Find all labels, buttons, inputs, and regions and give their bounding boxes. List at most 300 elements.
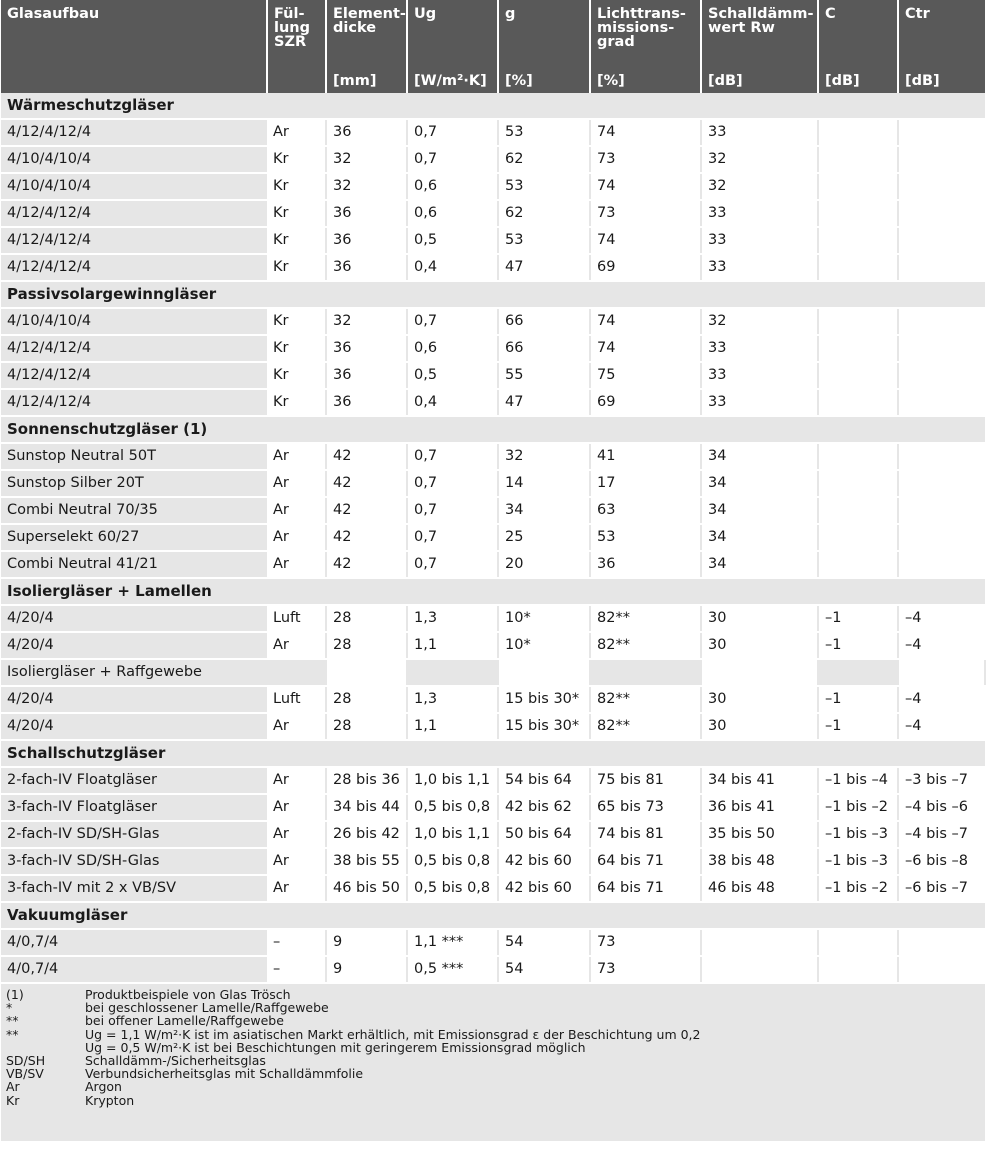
table-cell: 4/20/4 <box>1 605 267 632</box>
table-row <box>1 443 985 470</box>
table-cell: 4/10/4/10/4 <box>1 146 267 173</box>
table-cell <box>898 119 985 146</box>
table-cell: 32 <box>701 308 818 335</box>
table-cell: 3-fach-IV SD/SH-Glas <box>1 848 267 875</box>
section-heading-row <box>1 902 985 929</box>
table-cell: 28 <box>326 713 407 740</box>
table-cell: 74 <box>590 173 701 200</box>
table-cell: 1,0 bis 1,1 <box>407 821 498 848</box>
table-cell: 28 <box>326 632 407 659</box>
column-header <box>818 0 898 93</box>
section-heading: Wärmeschutzgläser <box>1 93 985 119</box>
table-cell: 42 <box>326 497 407 524</box>
table-cell: 74 <box>590 227 701 254</box>
table-cell: 30 <box>701 686 818 713</box>
table-cell: 33 <box>701 200 818 227</box>
table-cell: Ar <box>267 119 326 146</box>
table-cell: 0,7 <box>407 443 498 470</box>
table-cell: Combi Neutral 41/21 <box>1 551 267 578</box>
table-cell: 53 <box>498 119 590 146</box>
table-row <box>1 497 985 524</box>
table-cell: Kr <box>267 362 326 389</box>
column-header-unit: [dB] <box>825 73 860 89</box>
table-cell: 34 <box>701 551 818 578</box>
table-cell: 0,4 <box>407 389 498 416</box>
table-cell: –1 bis –2 <box>818 875 898 902</box>
footnote-text: Krypton <box>85 1092 135 1108</box>
table-cell: 1,0 bis 1,1 <box>407 767 498 794</box>
table-cell: –4 <box>898 686 985 713</box>
table-cell: 0,7 <box>407 308 498 335</box>
column-header-unit: [W/m²·K] <box>414 73 487 89</box>
table-cell: Kr <box>267 335 326 362</box>
table-cell: Kr <box>267 146 326 173</box>
footnote <box>1 1028 985 1041</box>
table-cell <box>818 659 898 686</box>
table-cell <box>818 443 898 470</box>
column-header-label: C <box>825 6 836 22</box>
footnote-text: Schalldämm-/Sicherheitsglas <box>85 1053 266 1069</box>
table-cell: 82** <box>590 632 701 659</box>
table-cell: 73 <box>590 929 701 956</box>
table-cell: Ar <box>267 848 326 875</box>
table-cell: –3 bis –7 <box>898 767 985 794</box>
table-row <box>1 308 985 335</box>
table-cell <box>898 200 985 227</box>
table-cell: Ar <box>267 524 326 551</box>
table-cell: 0,5 bis 0,8 <box>407 848 498 875</box>
table-row <box>1 686 985 713</box>
table-cell <box>498 659 590 686</box>
table-cell: Ar <box>267 551 326 578</box>
table-cell: 2-fach-IV Floatgläser <box>1 767 267 794</box>
table-cell: 9 <box>326 929 407 956</box>
table-cell: Ar <box>267 713 326 740</box>
table-row <box>1 767 985 794</box>
table-cell <box>818 308 898 335</box>
table-cell: 54 <box>498 956 590 983</box>
table-cell <box>898 335 985 362</box>
table-cell: 73 <box>590 146 701 173</box>
table-cell: 32 <box>498 443 590 470</box>
table-cell <box>701 929 818 956</box>
table-cell: 34 <box>498 497 590 524</box>
column-header <box>898 0 985 93</box>
table-cell: 42 <box>326 470 407 497</box>
table-cell: 75 bis 81 <box>590 767 701 794</box>
footnote-text: bei offener Lamelle/Raffgewebe <box>85 1013 284 1029</box>
footnote-key: VB/SV <box>6 1066 44 1082</box>
table-cell: 28 bis 36 <box>326 767 407 794</box>
table-cell: 36 <box>326 389 407 416</box>
table-cell: –4 bis –6 <box>898 794 985 821</box>
table-cell: 34 <box>701 443 818 470</box>
table-cell <box>590 659 701 686</box>
table-cell <box>898 443 985 470</box>
table-cell: 36 <box>326 335 407 362</box>
table-cell: Combi Neutral 70/35 <box>1 497 267 524</box>
column-header-unit: [dB] <box>905 73 940 89</box>
footnote <box>1 1067 985 1080</box>
table-cell: 46 bis 48 <box>701 875 818 902</box>
table-cell: 69 <box>590 254 701 281</box>
section-heading-row <box>1 93 985 119</box>
table-cell: 34 bis 44 <box>326 794 407 821</box>
subsection-label: Isoliergläser + Raffgewebe <box>1 659 267 686</box>
table-cell: 33 <box>701 227 818 254</box>
table-cell: 42 bis 60 <box>498 848 590 875</box>
footnote-text: Argon <box>85 1079 122 1095</box>
table-cell: 26 bis 42 <box>326 821 407 848</box>
table-cell: 74 <box>590 335 701 362</box>
column-header-label: Fül- lung SZR <box>274 6 310 50</box>
table-row <box>1 551 985 578</box>
section-heading-row <box>1 578 985 605</box>
table-cell: 53 <box>498 173 590 200</box>
table-cell: 17 <box>590 470 701 497</box>
footnote-key: Ar <box>6 1079 20 1095</box>
footnote-key: ** <box>6 1026 19 1042</box>
table-cell: 42 <box>326 524 407 551</box>
section-heading-row <box>1 740 985 767</box>
table-cell: 34 <box>701 470 818 497</box>
table-cell <box>818 173 898 200</box>
table-cell: 36 bis 41 <box>701 794 818 821</box>
table-cell: 62 <box>498 146 590 173</box>
table-cell <box>898 497 985 524</box>
table-cell: – <box>267 929 326 956</box>
table-cell <box>898 956 985 983</box>
table-cell: 62 <box>498 200 590 227</box>
table-cell: 82** <box>590 605 701 632</box>
section-heading: Vakuumgläser <box>1 902 985 929</box>
table-cell: 28 <box>326 686 407 713</box>
table-cell: 36 <box>326 362 407 389</box>
table-cell: 33 <box>701 335 818 362</box>
table-cell: 0,7 <box>407 146 498 173</box>
table-cell: 0,6 <box>407 173 498 200</box>
table-cell: 69 <box>590 389 701 416</box>
table-cell: Kr <box>267 200 326 227</box>
table-cell: 1,3 <box>407 605 498 632</box>
table-cell: 10* <box>498 632 590 659</box>
table-cell: Ar <box>267 470 326 497</box>
table-cell: Ar <box>267 632 326 659</box>
table-cell: 20 <box>498 551 590 578</box>
table-cell <box>326 659 407 686</box>
table-cell <box>818 146 898 173</box>
footnote-key: * <box>6 1000 13 1016</box>
table-cell: 36 <box>326 227 407 254</box>
table-cell: 47 <box>498 254 590 281</box>
table-cell: 54 bis 64 <box>498 767 590 794</box>
footnote-text: Ug = 0,5 W/m²·K ist bei Beschichtungen mit geringerem Emissionsgrad möglich <box>85 1039 586 1055</box>
table-row <box>1 821 985 848</box>
table-cell: 53 <box>498 227 590 254</box>
table-cell <box>818 119 898 146</box>
table-cell: 30 <box>701 632 818 659</box>
table-cell: 3-fach-IV mit 2 x VB/SV <box>1 875 267 902</box>
table-cell <box>898 227 985 254</box>
table-cell: 36 <box>590 551 701 578</box>
table-cell: Luft <box>267 605 326 632</box>
table-cell: 0,6 <box>407 335 498 362</box>
table-cell: –1 bis –3 <box>818 848 898 875</box>
table-row <box>1 335 985 362</box>
table-cell <box>898 362 985 389</box>
table-cell <box>267 659 326 686</box>
table-cell: Ar <box>267 875 326 902</box>
table-header <box>1 0 985 93</box>
table-cell: Luft <box>267 686 326 713</box>
table-cell: 32 <box>701 173 818 200</box>
table-cell: 74 <box>590 119 701 146</box>
table-cell: 41 <box>590 443 701 470</box>
table-cell: – <box>267 956 326 983</box>
table-cell <box>898 146 985 173</box>
column-header-label: Element- dicke <box>333 6 406 36</box>
table-cell: 50 bis 64 <box>498 821 590 848</box>
column-header-label: Ug <box>414 6 437 22</box>
table-cell: 1,1 *** <box>407 929 498 956</box>
table-cell: 14 <box>498 470 590 497</box>
section-heading: Schallschutzgläser <box>1 740 985 767</box>
table-cell: 4/12/4/12/4 <box>1 362 267 389</box>
section-heading: Passivsolargewinngläser <box>1 281 985 308</box>
footnote-key: ** <box>6 1013 19 1029</box>
table-cell <box>818 335 898 362</box>
table-row <box>1 227 985 254</box>
table-cell: 54 <box>498 929 590 956</box>
table-cell: 1,1 <box>407 632 498 659</box>
table-row <box>1 200 985 227</box>
column-header <box>701 0 818 93</box>
table-cell: 42 bis 60 <box>498 875 590 902</box>
table-cell: 4/20/4 <box>1 632 267 659</box>
table-cell: 42 bis 62 <box>498 794 590 821</box>
table-cell <box>818 470 898 497</box>
table-cell: –4 bis –7 <box>898 821 985 848</box>
footnote <box>1 1080 985 1093</box>
table-row <box>1 362 985 389</box>
table-cell <box>818 389 898 416</box>
table-cell <box>818 254 898 281</box>
table-cell: 4/10/4/10/4 <box>1 308 267 335</box>
section-heading-row <box>1 416 985 443</box>
table-cell <box>818 227 898 254</box>
table-cell <box>701 956 818 983</box>
table-cell: 0,5 bis 0,8 <box>407 875 498 902</box>
column-header-label: Glasaufbau <box>7 6 100 22</box>
table-cell: –6 bis –8 <box>898 848 985 875</box>
table-cell: 4/20/4 <box>1 713 267 740</box>
column-header <box>590 0 701 93</box>
table-cell: 10* <box>498 605 590 632</box>
table-cell <box>898 173 985 200</box>
table-cell: 38 bis 48 <box>701 848 818 875</box>
table-row <box>1 713 985 740</box>
section-heading: Isoliergläser + Lamellen <box>1 578 985 605</box>
table-cell: 33 <box>701 119 818 146</box>
table-cell <box>898 659 985 686</box>
table-cell: 0,4 <box>407 254 498 281</box>
table-cell: Ar <box>267 497 326 524</box>
table-cell: 75 <box>590 362 701 389</box>
table-row <box>1 848 985 875</box>
table-cell: –1 bis –4 <box>818 767 898 794</box>
table-cell: 15 bis 30* <box>498 713 590 740</box>
table-cell: 34 bis 41 <box>701 767 818 794</box>
table-cell: 0,7 <box>407 470 498 497</box>
footnotes <box>1 984 985 1141</box>
table-row <box>1 929 985 956</box>
table-cell: 0,6 <box>407 200 498 227</box>
table-cell: 4/0,7/4 <box>1 956 267 983</box>
table-cell: 34 <box>701 524 818 551</box>
table-cell: 25 <box>498 524 590 551</box>
table-cell: 0,7 <box>407 119 498 146</box>
table-cell: 0,7 <box>407 524 498 551</box>
table-row <box>1 254 985 281</box>
table-cell: 66 <box>498 308 590 335</box>
footnote-text: Verbundsicherheitsglas mit Schalldämmfolie <box>85 1066 364 1082</box>
table-cell: –1 bis –2 <box>818 794 898 821</box>
table-cell: 33 <box>701 389 818 416</box>
table-cell: –4 <box>898 605 985 632</box>
column-header-label: Ctr <box>905 6 930 22</box>
table-cell: –1 <box>818 686 898 713</box>
table-row <box>1 119 985 146</box>
table-row <box>1 875 985 902</box>
table-cell <box>818 929 898 956</box>
table-cell: 32 <box>326 308 407 335</box>
table-row <box>1 173 985 200</box>
table-cell: 32 <box>326 173 407 200</box>
column-header-label: g <box>505 6 516 22</box>
table-cell: 65 bis 73 <box>590 794 701 821</box>
table-cell <box>818 524 898 551</box>
footnote <box>1 1014 985 1027</box>
table-cell: –4 <box>898 632 985 659</box>
table-cell: 36 <box>326 200 407 227</box>
table-cell: Kr <box>267 227 326 254</box>
table-cell: 73 <box>590 956 701 983</box>
table-row <box>1 794 985 821</box>
table-row <box>1 146 985 173</box>
table-cell: 32 <box>701 146 818 173</box>
table-cell: 4/10/4/10/4 <box>1 173 267 200</box>
table-cell <box>818 200 898 227</box>
table-cell <box>818 497 898 524</box>
table-cell: 33 <box>701 362 818 389</box>
table-cell: –4 <box>898 713 985 740</box>
table-cell <box>701 659 818 686</box>
table-cell: 33 <box>701 254 818 281</box>
table-cell <box>898 929 985 956</box>
table-row <box>1 470 985 497</box>
table-cell: 4/12/4/12/4 <box>1 227 267 254</box>
table-cell: 73 <box>590 200 701 227</box>
table-row <box>1 605 985 632</box>
table-cell: 66 <box>498 335 590 362</box>
table-cell: 74 bis 81 <box>590 821 701 848</box>
table-cell: 4/12/4/12/4 <box>1 254 267 281</box>
column-header-label: Lichttrans- missions- grad <box>597 6 686 50</box>
table-cell: 32 <box>326 146 407 173</box>
table-cell: 4/12/4/12/4 <box>1 335 267 362</box>
column-header <box>267 0 326 93</box>
table-cell: 64 bis 71 <box>590 875 701 902</box>
table-cell: 38 bis 55 <box>326 848 407 875</box>
table-cell: 47 <box>498 389 590 416</box>
table-cell: Ar <box>267 821 326 848</box>
table-cell: 63 <box>590 497 701 524</box>
table-cell: –6 bis –7 <box>898 875 985 902</box>
footnote-text: Ug = 1,1 W/m²·K ist im asiatischen Markt erhältlich, mit Emissionsgrad ε der Beschichtung um 0,2 <box>85 1026 701 1042</box>
column-header <box>1 0 267 93</box>
column-header <box>326 0 407 93</box>
table-cell: 4/0,7/4 <box>1 929 267 956</box>
table-cell: 30 <box>701 605 818 632</box>
column-header-unit: [dB] <box>708 73 743 89</box>
table-cell: 4/20/4 <box>1 686 267 713</box>
table-cell: –1 <box>818 632 898 659</box>
table-cell <box>818 551 898 578</box>
table-cell: 64 bis 71 <box>590 848 701 875</box>
table-cell: 4/12/4/12/4 <box>1 389 267 416</box>
table-cell: Sunstop Neutral 50T <box>1 443 267 470</box>
table-cell: 4/12/4/12/4 <box>1 200 267 227</box>
table-cell <box>818 956 898 983</box>
table-cell: 36 <box>326 119 407 146</box>
table-row <box>1 389 985 416</box>
table-cell: 35 bis 50 <box>701 821 818 848</box>
table-cell: 0,7 <box>407 551 498 578</box>
table-cell: 82** <box>590 686 701 713</box>
table-cell: 2-fach-IV SD/SH-Glas <box>1 821 267 848</box>
table-row <box>1 524 985 551</box>
table-cell: 1,3 <box>407 686 498 713</box>
table-cell: 55 <box>498 362 590 389</box>
table-cell: 34 <box>701 497 818 524</box>
footnote <box>1 1094 985 1107</box>
table-cell: 0,5 *** <box>407 956 498 983</box>
table-cell <box>898 254 985 281</box>
table-cell: Kr <box>267 389 326 416</box>
column-header <box>407 0 498 93</box>
table-cell: 53 <box>590 524 701 551</box>
table-cell: 4/12/4/12/4 <box>1 119 267 146</box>
table-cell: –1 bis –3 <box>818 821 898 848</box>
column-header <box>498 0 590 93</box>
table-cell: 0,5 bis 0,8 <box>407 794 498 821</box>
table-cell: 30 <box>701 713 818 740</box>
footnote-key: SD/SH <box>6 1053 46 1069</box>
footnote-text: Produktbeispiele von Glas Trösch <box>85 987 291 1002</box>
glass-table <box>1 0 986 984</box>
section-heading-row <box>1 281 985 308</box>
column-header-unit: [%] <box>597 73 625 89</box>
table-cell <box>898 308 985 335</box>
table-row <box>1 632 985 659</box>
table-body <box>1 93 985 983</box>
table-cell <box>898 389 985 416</box>
table-cell: 74 <box>590 308 701 335</box>
table-cell: Ar <box>267 794 326 821</box>
table-cell: 0,5 <box>407 362 498 389</box>
table-cell: 0,5 <box>407 227 498 254</box>
table-row <box>1 956 985 983</box>
